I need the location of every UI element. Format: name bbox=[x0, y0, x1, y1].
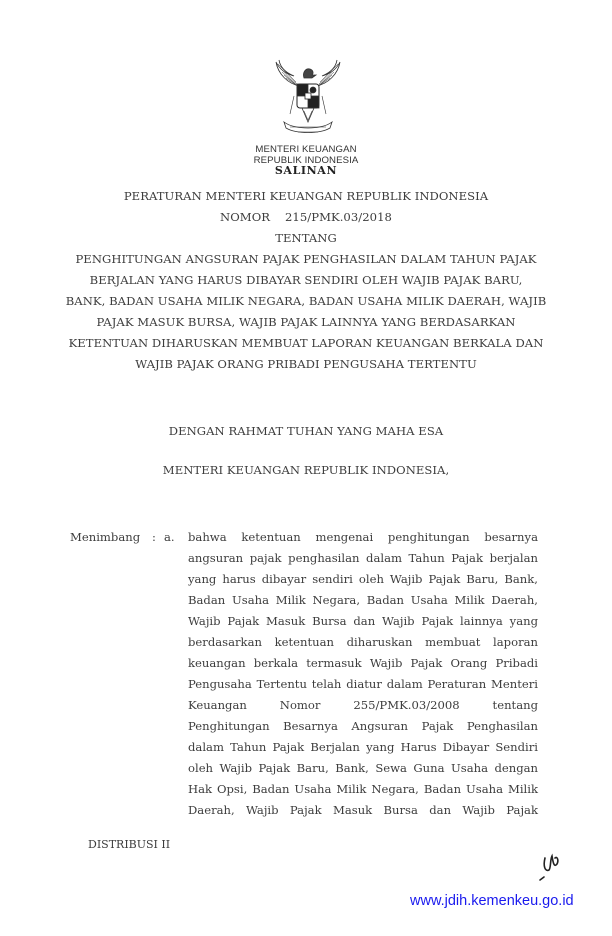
considering-colon: : bbox=[152, 530, 156, 544]
distribution-label: DISTRIBUSI II bbox=[88, 838, 171, 851]
subject-line: PENGHITUNGAN ANGSURAN PAJAK PENGHASILAN DALAM TAHUN PAJAK bbox=[75, 252, 537, 266]
considering-text-line: Daerah, Wajib Pajak Masuk Bursa dan Wajib Pajak bbox=[188, 803, 538, 817]
considering-text-line: Wajib Pajak Masuk Bursa dan Wajib Pajak lainnya yang bbox=[188, 614, 538, 628]
considering-text-line: Hak Opsi, Badan Usaha Milik Negara, Badan Usaha Milik bbox=[188, 782, 538, 796]
subject-line: WAJIB PAJAK ORANG PRIBADI PENGUSAHA TERTENTU bbox=[135, 357, 477, 371]
considering-label: Menimbang bbox=[70, 530, 141, 544]
subject-line: PAJAK MASUK BURSA, WAJIB PAJAK LAINNYA YANG BERDASARKAN bbox=[96, 315, 516, 329]
considering-text-line: keuangan berkala termasuk Wajib Pajak Orang Pribadi bbox=[188, 656, 538, 670]
subject-line: KETENTUAN DIHARUSKAN MEMBUAT LAPORAN KEUANGAN BERKALA DAN bbox=[68, 336, 544, 350]
item-marker: a. bbox=[164, 530, 175, 544]
institution-line2: REPUBLIK INDONESIA bbox=[253, 155, 359, 166]
subject-line: BERJALAN YANG HARUS DIBAYAR SENDIRI OLEH WAJIB PAJAK BARU, bbox=[89, 273, 523, 287]
institution-line1: MENTERI KEUANGAN bbox=[255, 144, 357, 155]
considering-text-line: angsuran pajak penghasilan dalam Tahun Pajak berjalan bbox=[188, 551, 538, 565]
authority-line: MENTERI KEUANGAN REPUBLIK INDONESIA, bbox=[162, 463, 450, 477]
salinan-stamp: SALINAN bbox=[274, 164, 338, 177]
considering-text-line: Pengusaha Tertentu telah diatur dalam Peraturan Menteri bbox=[188, 677, 538, 691]
considering-text-line: oleh Wajib Pajak Baru, Bank, Sewa Guna Usaha dengan bbox=[188, 761, 538, 775]
blessing-line: DENGAN RAHMAT TUHAN YANG MAHA ESA bbox=[168, 424, 444, 438]
about-label: TENTANG bbox=[275, 231, 337, 245]
considering-text-line: bahwa ketentuan mengenai penghitungan besarnya bbox=[188, 530, 538, 544]
considering-text-line: Keuangan Nomor 255/PMK.03/2008 tentang bbox=[188, 698, 538, 712]
website-link[interactable]: www.jdih.kemenkeu.go.id bbox=[410, 893, 574, 909]
subject-line: BANK, BADAN USAHA MILIK NEGARA, BADAN USAHA MILIK DAERAH, WAJIB bbox=[65, 294, 547, 308]
considering-text-line: Penghitungan Besarnya Angsuran Pajak Penghasilan bbox=[188, 719, 538, 733]
considering-text-line: berdasarkan ketentuan diharuskan membuat laporan bbox=[188, 635, 538, 649]
considering-text-line: Badan Usaha Milik Negara, Badan Usaha Milik Daerah, bbox=[188, 593, 538, 607]
regulation-number: NOMOR 215/PMK.03/2018 bbox=[220, 210, 392, 224]
regulation-title: PERATURAN MENTERI KEUANGAN REPUBLIK INDONESIA bbox=[123, 189, 489, 203]
considering-text-line: yang harus dibayar sendiri oleh Wajib Pajak Baru, Bank, bbox=[188, 572, 538, 586]
considering-text-line: dalam Tahun Pajak Berjalan yang Harus Dibayar Sendiri bbox=[188, 740, 538, 754]
paraf-signature-icon bbox=[537, 852, 567, 886]
garuda-emblem-icon bbox=[270, 56, 346, 140]
